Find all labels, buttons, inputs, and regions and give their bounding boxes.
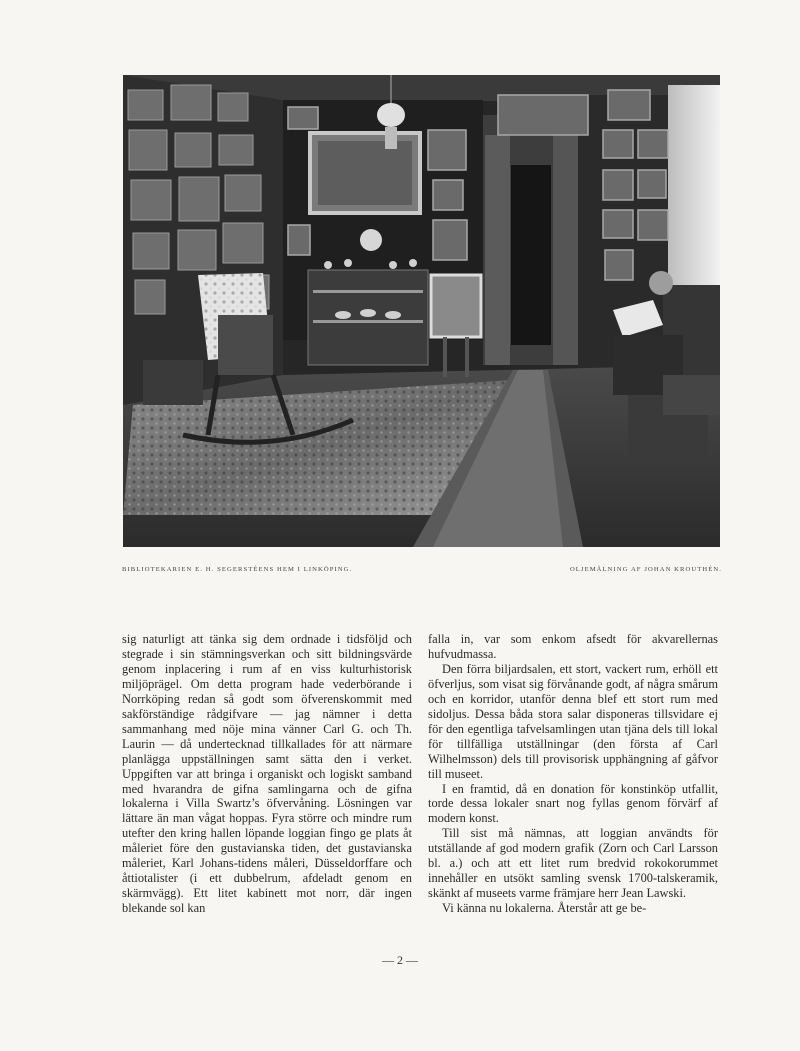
paragraph: sig naturligt att tänka sig dem ordnade i tidsföljd och stegrade i sin stämningsverkan och sitt bildningsvärde genom inplacering i rum af en viss kulturhistorisk miljöprägel. Om detta program hade vederbörande i Norrköping redan så godt som öfverenskommit med sakförständige rådgifvare — jag nämner i detta sammanhang med nöje mina vänner Carl G. och Th. Laurin — då undertecknad tillkallades för att närmare planlägga uppställningen samt sätta den i verket. Uppgiften var att bringa i organiskt och logiskt samband med hvarandra de gifna samlingarna och de gifna lokalerna i Villa Swartz’s öfvervåning. Lösningen var lättare än man vågat hoppas. Fyra större och mindre rum utefter den kring hallen löpande loggian fingo ge plats åt måleriet före den gustavianska tiden, det gustavianska måleriet, Karl Johans-tidens måleri, Düsseldorffare och åttiotalister (i ett dubbelrum, afdeladt genom en skärmvägg). Ett litet kabinett mot norr, där ingen blekande sol kan: [122, 632, 412, 916]
text-column-left: [122, 632, 412, 916]
paragraph: Den förra biljardsalen, ett stort, vackert rum, erhöll ett öfverljus, som visat sig förvånande godt, af några smårum och en korridor, utanför denna blef ett stort rum med sidoljus. Dessa båda stora salar disponeras tillsvidare ej för den egentliga tafvelsamlingen utan tjäna dels till lokal för tillfälliga utställningar (den första af Carl Wilhelmsson) dels till provisorisk upphängning af gåfvor till museet.: [428, 661, 718, 781]
interior-painting-plate: [123, 75, 720, 547]
text-column-right: [428, 632, 718, 916]
page-number: — 2 —: [382, 953, 418, 967]
painting-illustration: [123, 75, 720, 547]
plate-caption-artist: OLJEMÅLNING AF JOHAN KROUTHÉN.: [569, 566, 722, 573]
paragraph: I en framtid, då en donation för konstinköp utfallit, torde dessa lokaler snart nog fyllas genom förvärf af modern konst.: [428, 781, 718, 826]
paragraph: Vi känna nu lokalerna. Återstår att ge be-: [442, 901, 647, 916]
paragraph: Till sist må nämnas, att loggian användts för utställande af god modern grafik (Zorn och Carl Larsson bl. a.) och att ett litet rum bredvid rokokorummet innehåller en utsökt samling svensk 1700-talskeramik, skänkt af museets varme främjare herr Jean Lawski.: [428, 826, 718, 901]
plate-caption-subject: BIBLIOTEKARIEN E. H. SEGERSTÉENS HEM I LINKÖPING.: [122, 566, 353, 573]
paragraph: falla in, var som enkom afsedt för akvarellernas hufvudmassa.: [428, 632, 718, 661]
